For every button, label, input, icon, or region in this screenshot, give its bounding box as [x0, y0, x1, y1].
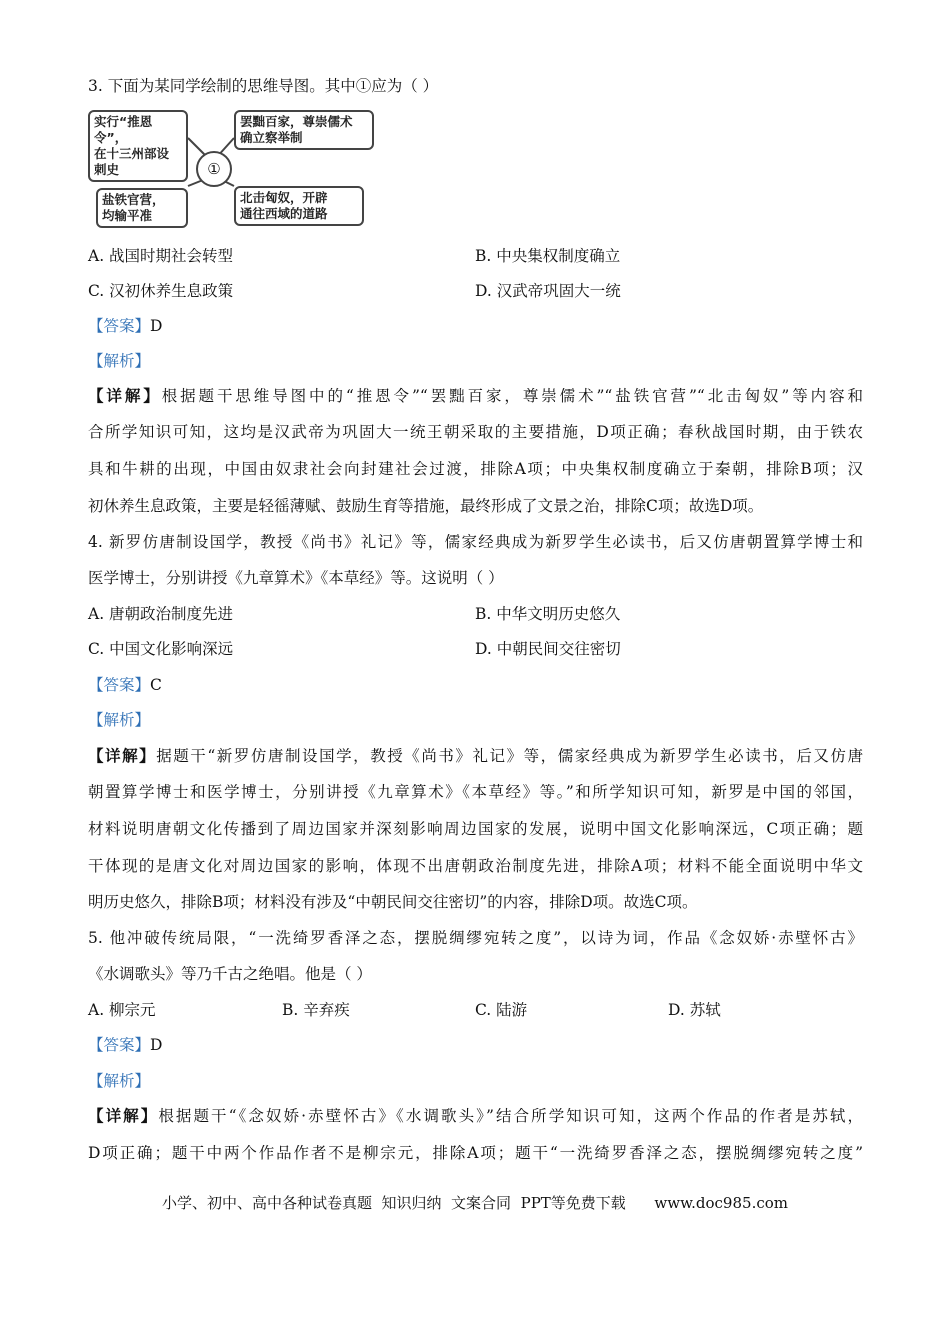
detail-tag: 【详解】 — [88, 386, 162, 405]
analysis-tag: 【解析】 — [88, 711, 151, 729]
q5-stem-line-2: 《水调歌头》等乃千古之绝唱。他是（ ） — [88, 965, 372, 983]
q3-stem: 3. 下面为某同学绘制的思维导图。其中①应为（ ） — [88, 77, 439, 95]
q4-analysis — [88, 709, 150, 731]
mind-map-node-top-right — [234, 110, 374, 150]
q3-detail-line-3: 具和牛耕的出现，中国由奴隶社会向封建社会过渡，排除A项；中央集权制度确立于秦朝，排除B项；汉 — [88, 460, 863, 478]
q5-detail-line-1 — [88, 1105, 863, 1127]
q5-option-b: B. 辛弃疾 — [282, 1001, 350, 1019]
answer-value: D — [150, 1036, 163, 1054]
q3-option-a: A. 战国时期社会转型 — [88, 247, 234, 265]
q3-option-d: D. 汉武帝巩固大一统 — [475, 282, 621, 300]
detail-text: 根据题干“《念奴娇·赤壁怀古》《水调歌头》”结合所学知识可知，这两个作品的作者是苏轼， — [158, 1107, 863, 1125]
q5-option-d: D. 苏轼 — [668, 1001, 721, 1019]
detail-tag: 【详解】 — [88, 746, 157, 765]
node-text: 罢黜百家，尊崇儒术 — [240, 114, 353, 129]
q3-detail-line-2: 合所学知识可知，这均是汉武帝为巩固大一统王朝采取的主要措施，D项正确；春秋战国时期，由于铁农 — [88, 423, 863, 441]
node-text: 在十三州部设 — [94, 146, 170, 161]
q3-detail-line-1 — [88, 385, 863, 407]
q5-stem-line-1: 5. 他冲破传统局限，“一洗绮罗香泽之态，摆脱绸缪宛转之度”，以诗为词，作品《念奴娇·赤壁怀古》 — [88, 929, 863, 947]
q4-detail-line-2: 朝置算学博士和医学博士，分别讲授《九章算术》《本草经》等。”和所学知识可知，新罗是中国的邻国， — [88, 783, 863, 801]
q4-detail-line-1 — [88, 745, 863, 767]
q3-detail-line-4: 初休养生息政策，主要是轻徭薄赋、鼓励生育等措施，最终形成了文景之治，排除C项；故选D项。 — [88, 497, 764, 515]
q3-analysis — [88, 350, 150, 372]
node-text: 通往西域的道路 — [240, 206, 328, 221]
q3-answer — [88, 315, 162, 337]
node-text: 确立察举制 — [240, 130, 303, 145]
mind-map-node-bottom-left — [96, 188, 188, 228]
q4-option-c: C. 中国文化影响深远 — [88, 640, 234, 658]
q4-detail-line-3: 材料说明唐朝文化传播到了周边国家并深刻影响周边国家的发展，说明中国文化影响深远，C项正确；题 — [88, 820, 863, 838]
node-text: 实行“推恩令”， — [94, 114, 153, 145]
answer-tag: 【答案】 — [88, 317, 151, 335]
analysis-tag: 【解析】 — [88, 352, 151, 370]
answer-tag: 【答案】 — [88, 1036, 151, 1054]
q5-analysis — [88, 1070, 150, 1092]
q5-option-a: A. 柳宗元 — [88, 1001, 156, 1019]
q4-detail-line-5: 明历史悠久，排除B项；材料没有涉及“中朝民间交往密切”的内容，排除D项。故选C项。 — [88, 893, 698, 911]
node-text: 刺史 — [94, 162, 120, 177]
q3-option-b: B. 中央集权制度确立 — [475, 247, 621, 265]
q5-answer — [88, 1034, 162, 1056]
node-text: 均输平准 — [102, 208, 153, 223]
q5-detail-line-2: D项正确；题干中两个作品作者不是柳宗元，排除A项；题干“一洗绮罗香泽之态，摆脱绸缪宛转之度” — [88, 1144, 863, 1162]
node-text: 北击匈奴，开辟 — [240, 190, 328, 205]
q5-option-c: C. 陆游 — [475, 1001, 528, 1019]
detail-text: 据题干“新罗仿唐制设国学，教授《尚书》礼记》等，儒家经典成为新罗学生必读书，后又仿唐 — [156, 747, 863, 765]
q4-option-b: B. 中华文明历史悠久 — [475, 605, 621, 623]
q4-option-d: D. 中朝民间交往密切 — [475, 640, 621, 658]
mind-map-diagram — [88, 108, 373, 233]
detail-text: 根据题干思维导图中的“推恩令”“罢黜百家，尊崇儒术”“盐铁官营”“北击匈奴”等内容和 — [161, 387, 863, 405]
answer-tag: 【答案】 — [88, 676, 151, 694]
analysis-tag: 【解析】 — [88, 1072, 151, 1090]
node-text: 盐铁官营， — [102, 192, 165, 207]
page-footer: 小学、初中、高中各种试卷真题 知识归纳 文案合同 PPT等免费下载 www.doc985.com — [161, 1194, 788, 1212]
q4-answer — [88, 674, 162, 696]
mind-map-center: ① — [196, 151, 232, 187]
answer-value: C — [150, 676, 162, 694]
answer-value: D — [150, 317, 163, 335]
mind-map-node-bottom-right — [234, 186, 364, 226]
q4-stem-line-2: 医学博士，分别讲授《九章算术》《本草经》等。这说明（ ） — [88, 569, 504, 587]
q4-stem-line-1: 4. 新罗仿唐制设国学，教授《尚书》礼记》等，儒家经典成为新罗学生必读书，后又仿唐朝置算学博士和 — [88, 533, 863, 551]
q3-option-c: C. 汉初休养生息政策 — [88, 282, 234, 300]
detail-tag: 【详解】 — [88, 1106, 159, 1125]
q4-detail-line-4: 干体现的是唐文化对周边国家的影响，体现不出唐朝政治制度先进，排除A项；材料不能全面说明中华文 — [88, 857, 863, 875]
mind-map-node-top-left — [88, 110, 188, 182]
q4-option-a: A. 唐朝政治制度先进 — [88, 605, 234, 623]
